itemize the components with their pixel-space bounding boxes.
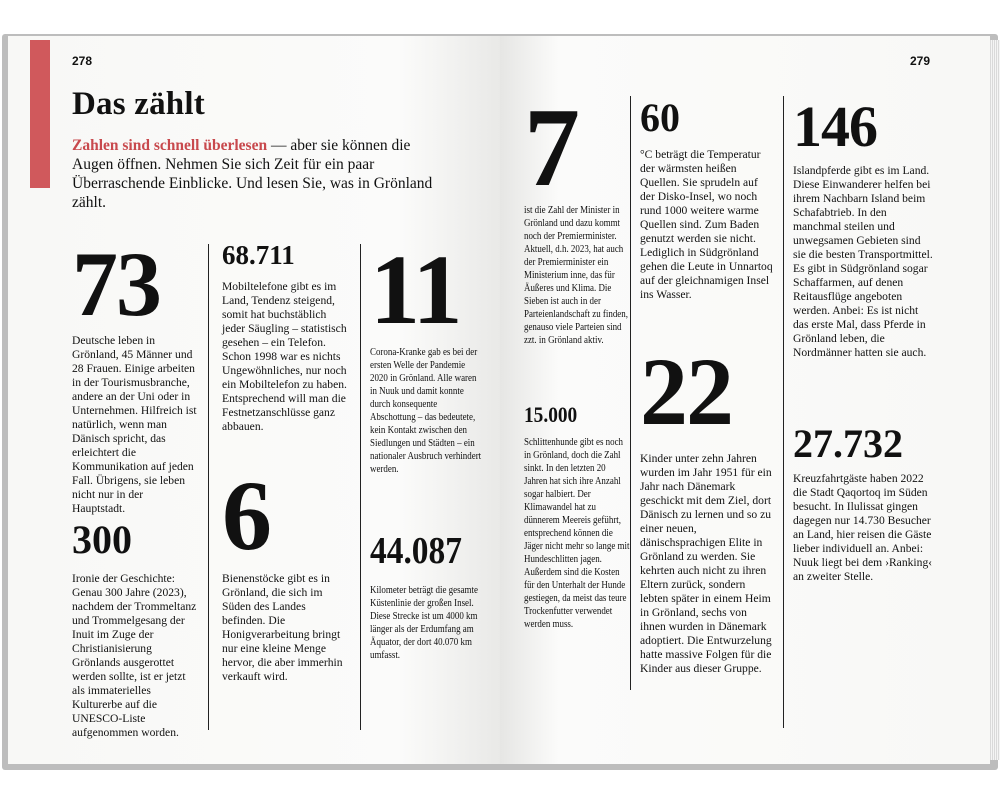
intro-text: — aber sie können die Augen öffnen. Nehmen Sie sich Zeit für ein paar Überraschende Einblicke. Und lesen Sie, was in Grönland zählt. <box>72 137 433 211</box>
red-accent-bar <box>30 40 50 188</box>
fact-text: Mobiltelefone gibt es im Land, Tendenz steigend, somit hat buchstäblich jeder Säugling – statistisch gesehen – ein Telefon. Schon 1998 war es nichts Ungewöhnliches, nur noch ein Mobiltelefon zu haben. Entsprechend will man die Festnetzanschlüsse ganz abbauen. <box>222 280 347 433</box>
fact-text: Islandpferde gibt es im Land. Diese Einwanderer helfen bei ihrem Nachbarn Island beim Schafabtrieb. In den manchmal steilen und unwegsamen Gebieten sind sie die besten Transportmittel. Es gibt in Südgrönland sogar Schaffarmen, auf denen Reitausflüge angeboten werden. Anbei: Es ist nicht das erste Mal, dass Pferde in Grönland leben, die Nordmänner hatten sie auch. <box>793 164 933 359</box>
column-divider <box>360 244 361 730</box>
page-number-right: 279 <box>910 54 931 68</box>
fact-number: 60 <box>640 95 680 140</box>
fact-number: 44.087 <box>370 530 462 572</box>
page-edges <box>990 40 1000 760</box>
column-divider <box>783 96 784 728</box>
fact-number: 146 <box>793 94 877 159</box>
fact-text: Corona-Kranke gab es bei der ersten Welle der Pandemie 2020 in Grönland. Alle waren in Nuuk und damit konnte durch konsequente Abschottung – das bedeutete, kein Kontakt zwischen den Siedlungen und Städten – ein nationaler Ausbruch verhindert werden. <box>370 347 482 475</box>
fact-text: °C beträgt die Temperatur der wärmsten heißen Quellen. Sie sprudeln auf der Disko-Insel, wo noch rund 1000 weitere warme Quellen sind. Zum Baden genutzt werden sie nicht. Lediglich in Südgrönland gehen die Leute in Unnartoq auf der gleichnamigen Insel ins Wasser. <box>640 148 773 301</box>
fact-number: 27.732 <box>793 421 903 466</box>
fact-number: 300 <box>72 517 132 562</box>
fact-text: Kinder unter zehn Jahren wurden im Jahr 1951 für ein Jahr nach Dänemark geschickt mit dem Ziel, dort Dänisch zu lernen und so zu einer neuen, dänischsprachigen Elite in Grönland zu werden. Sie kehrten auch nicht zu ihren Eltern zurück, sondern lebten später in einem Heim in Grönland, sechs von ihnen wurden in Dänemark adoptiert. Die Entwurzelung hatte massive Folgen für die Kinder aus dieser Gruppe. <box>640 452 772 675</box>
fact-number: 7 <box>524 86 578 210</box>
intro-accent: Zahlen sind schnell überlesen <box>72 137 268 154</box>
fact-number: 73 <box>72 233 160 335</box>
fact-text: Ironie der Geschichte: Genau 300 Jahre (2023), nachdem der Trommeltanz und Trommelgesang der Inuit im Zuge der Christianisierung Grönlands ausgerottet werden sollte, ist er jetzt als immaterielles Kulturerbe auf die UNESCO-Liste aufgenommen worden. <box>72 572 197 739</box>
fact-number: 22 <box>640 338 732 445</box>
column-divider <box>208 244 209 730</box>
page-number-left: 278 <box>72 54 93 68</box>
fact-text: Kilometer beträgt die gesamte Küstenlinie der großen Insel. Diese Strecke ist um 4000 km länger als der Erdumfang am Äquator, der dort 40.070 km umfasst. <box>370 585 478 661</box>
fact-text: Deutsche leben in Grönland, 45 Männer und 28 Frauen. Einige arbeiten in der Tourismusbranche, andere an der Uni oder in Unternehmen. Hilfreich ist natürlich, wenn man Dänisch spricht, das erleichtert die Kommunikation auf jeden Fall. Übrigens, sie leben nicht nur in der Hauptstadt. <box>72 334 197 515</box>
fact-number: 68.711 <box>222 240 295 270</box>
fact-text: ist die Zahl der Minister in Grönland und dazu kommt noch der Premierminister. Aktuell, d.h. 2023, hat auch der Premierminister ein Ministerium inne, das für Äußeres und Klima. Die Sieben ist auch in der Parteienlandschaft zu finden, genauso viele Parteien sind zzt. in Grönland aktiv. <box>524 205 628 346</box>
fact-text: Bienenstöcke gibt es in Grönland, die sich im Süden des Landes befinden. Die Honigverarbeitung bringt nur eine kleine Menge hervor, die aber immerhin verkauft wird. <box>222 572 343 683</box>
fact-number: 6 <box>222 460 270 571</box>
fact-text: Schlittenhunde gibt es noch in Grönland, doch die Zahl sinkt. In den letzten 20 Jahren hat sich ihre Anzahl sogar halbiert. Der Klimawandel hat zu dünnerem Meereis geführt, entsprechend können die Jäger nicht mehr so lange mit Hundeschlitten jagen. Außerdem sind die Kosten für den Unterhalt der Hunde gestiegen, da meist das teure Trockenfutter verwendet werden muss. <box>524 437 630 630</box>
page-title: Das zählt <box>72 86 205 122</box>
column-divider <box>630 96 631 690</box>
fact-number: 15.000 <box>524 402 578 427</box>
fact-number: 11 <box>370 234 461 345</box>
fact-text: Kreuzfahrtgäste haben 2022 die Stadt Qaqortoq im Süden besucht. In Ilulissat gingen dagegen nur 14.730 Besucher an Land, hier reisen die Gäste lieber individuell an. Anbei: Nuuk liegt bei dem ›Ranking‹ an zweiter Stelle. <box>793 472 933 583</box>
intro-paragraph <box>72 136 452 212</box>
